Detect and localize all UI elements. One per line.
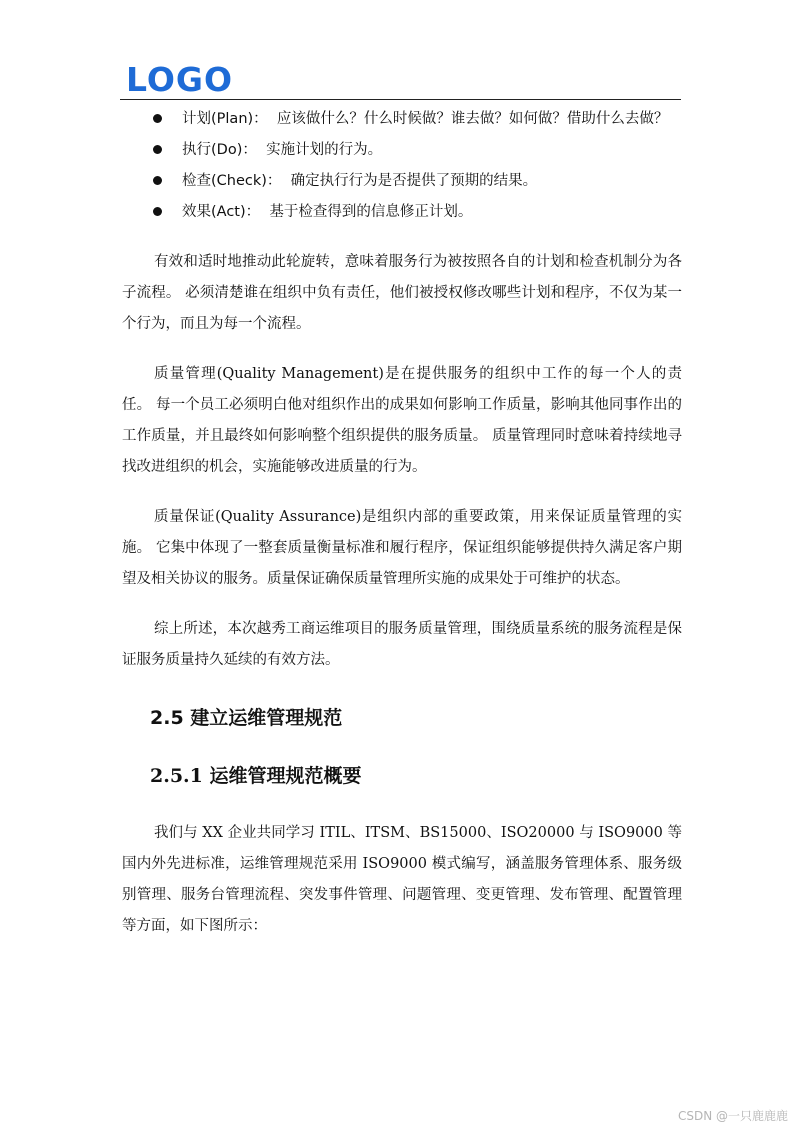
paragraph-pdca-rotation: 有效和适时地推动此轮旋转，意味着服务行为被按照各自的计划和检查机制分为各子流程。 必须清楚谁在组织中负有责任，他们被授权修改哪些计划和程序，不仅为某一个行为，而且为每一个流程。 [122, 254, 682, 332]
bullet-text: 确定执行行为是否提供了预期的结果。 [290, 173, 538, 189]
pdca-list [122, 104, 682, 228]
list-item [122, 135, 682, 166]
bullet-dot-icon [153, 114, 162, 123]
bullet-term: 效果(Act)： [182, 204, 261, 220]
document-body [122, 104, 682, 942]
bullet-text: 实施计划的行为。 [266, 142, 383, 158]
bullet-term: 执行(Do)： [182, 142, 257, 158]
paragraph-quality-assurance: 质量保证(Quality Assurance)是组织内部的重要政策，用来保证质量管理的实施。 它集中体现了一整套质量衡量标准和履行程序，保证组织能够提供持久满足客户期望及相关协议的服务。质量保证确保质量管理所实施的成果处于可维护的状态。 [122, 509, 682, 587]
paragraph-summary: 综上所述，本次越秀工商运维项目的服务质量管理，围绕质量系统的服务流程是保证服务质量持久延续的有效方法。 [122, 621, 682, 668]
bullet-text: 基于检查得到的信息修正计划。 [269, 204, 473, 220]
bullet-term: 计划(Plan)： [182, 111, 268, 127]
watermark: CSDN @一只鹿鹿鹿 [677, 1109, 788, 1123]
bullet-text: 应该做什么？什么时候做？谁去做？如何做？借助什么去做？ [276, 111, 669, 127]
bullet-dot-icon [153, 145, 162, 154]
bullet-dot-icon [153, 207, 162, 216]
section-heading: 2.5 建立运维管理规范 [150, 707, 343, 729]
list-item [122, 197, 682, 228]
bullet-term: 检查(Check)： [182, 173, 282, 189]
list-item [122, 166, 682, 197]
list-item [122, 104, 682, 135]
paragraph-quality-management: 质量管理(Quality Management)是在提供服务的组织中工作的每一个人的责任。 每一个员工必须明白他对组织作出的成果如何影响工作质量，影响其他同事作出的工作质量，并且最终如何影响整个组织提供的服务质量。 质量管理同时意味着持续地寻找改进组织的机会，实施能够改进质量的行为。 [122, 366, 682, 475]
paragraph-standards: 我们与 XX 企业共同学习 ITIL、ITSM、BS15000、ISO20000 与 ISO9000 等国内外先进标准，运维管理规范采用 ISO9000 模式编写，涵盖服务管理体系、服务级别管理、服务台管理流程、突发事件管理、问题管理、变更管理、发布管理、配置管理等方面，如下图所示： [122, 825, 682, 934]
subsection-heading: 2.5.1 运维管理规范概要 [150, 765, 362, 787]
header-rule [120, 99, 681, 100]
bullet-dot-icon [153, 176, 162, 185]
logo: LOGO [126, 60, 234, 99]
